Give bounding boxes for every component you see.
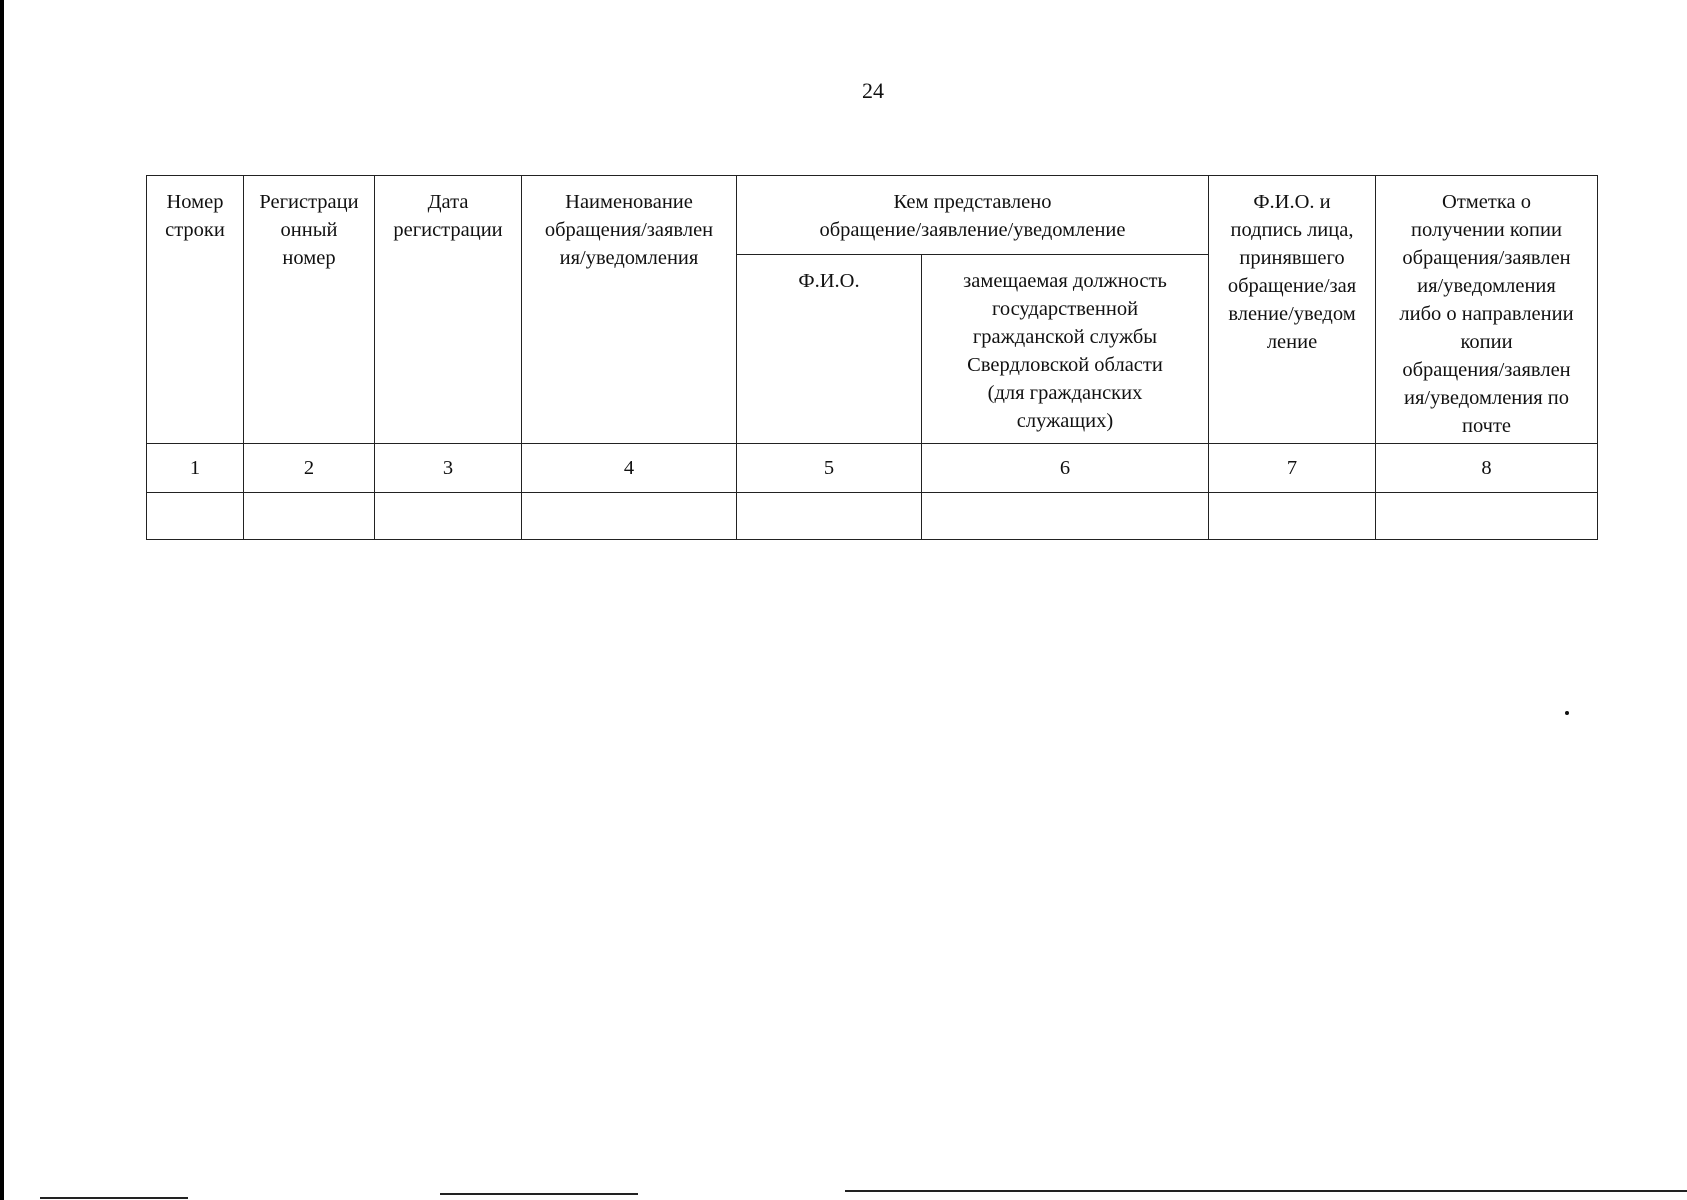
column-number-7: 7 <box>1209 444 1376 493</box>
scan-bottom-rule <box>440 1193 638 1195</box>
registration-journal-table <box>146 175 1598 540</box>
column-number-2: 2 <box>244 444 375 493</box>
table-cell <box>922 493 1209 540</box>
scan-bottom-rule <box>845 1190 1687 1192</box>
header-receiver-name-signature: Ф.И.О. и подпись лица, принявшего обращение/зая вление/уведом ление <box>1209 176 1376 444</box>
scan-speck <box>1565 711 1569 715</box>
column-number-5: 5 <box>737 444 922 493</box>
header-registration-number: Регистраци онный номер <box>244 176 375 444</box>
column-number-6: 6 <box>922 444 1209 493</box>
header-registration-date: Дата регистрации <box>375 176 522 444</box>
header-row-number: Номер строки <box>147 176 244 444</box>
column-number-1: 1 <box>147 444 244 493</box>
table-cell <box>147 493 244 540</box>
page-number: 24 <box>862 78 884 103</box>
header-submitter-position: замещаемая должность государственной гражданской службы Свердловской области (для гражданских служащих) <box>922 255 1209 444</box>
table-cell <box>1209 493 1376 540</box>
table-cell <box>375 493 522 540</box>
table-cell <box>522 493 737 540</box>
column-number-8: 8 <box>1376 444 1598 493</box>
table-cell <box>1376 493 1598 540</box>
header-submitted-by-group: Кем представлено обращение/заявление/уведомление <box>737 176 1209 255</box>
table-cell <box>737 493 922 540</box>
table-cell <box>244 493 375 540</box>
scan-bottom-rule <box>40 1197 188 1199</box>
scan-left-edge <box>0 0 4 1200</box>
table-row <box>147 493 1598 540</box>
header-request-name: Наименование обращения/заявлен ия/уведомления <box>522 176 737 444</box>
header-copy-receipt-mark: Отметка о получении копии обращения/заявлен ия/уведомления либо о направлении копии обращения/заявлен ия/уведомления по почте <box>1376 176 1598 444</box>
column-number-4: 4 <box>522 444 737 493</box>
header-submitter-name: Ф.И.О. <box>737 255 922 444</box>
column-number-3: 3 <box>375 444 522 493</box>
